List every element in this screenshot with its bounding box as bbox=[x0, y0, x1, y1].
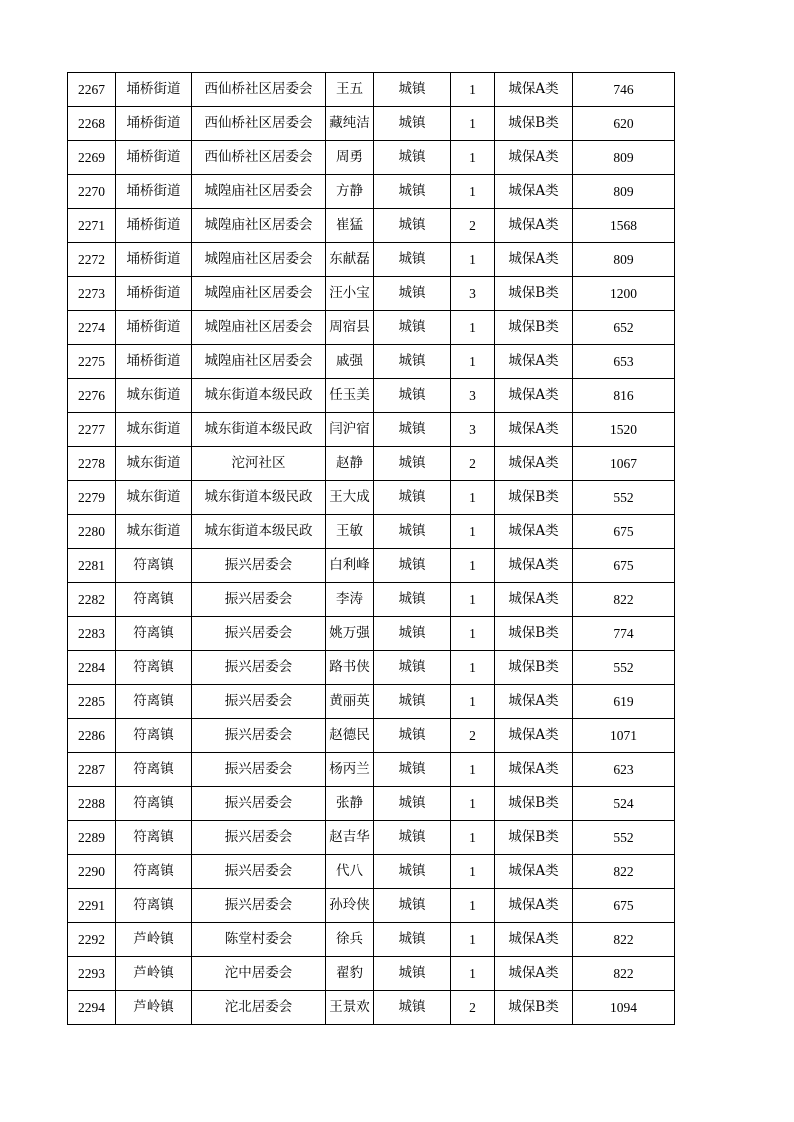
table-row bbox=[68, 107, 675, 141]
community-cell: 城东街道本级民政 bbox=[192, 481, 326, 515]
household-count-cell: 1 bbox=[451, 787, 495, 821]
row-number: 2271 bbox=[68, 209, 116, 243]
table-row bbox=[68, 787, 675, 821]
table-row bbox=[68, 209, 675, 243]
type-cell: 城镇 bbox=[374, 787, 451, 821]
street-cell: 符离镇 bbox=[116, 617, 192, 651]
household-count-cell: 1 bbox=[451, 515, 495, 549]
street-cell: 符离镇 bbox=[116, 855, 192, 889]
category-cell: 城保B类 bbox=[495, 277, 573, 311]
type-cell: 城镇 bbox=[374, 515, 451, 549]
household-count-cell: 1 bbox=[451, 243, 495, 277]
table-row bbox=[68, 311, 675, 345]
type-cell: 城镇 bbox=[374, 209, 451, 243]
type-cell: 城镇 bbox=[374, 719, 451, 753]
street-cell: 埇桥街道 bbox=[116, 175, 192, 209]
row-number: 2290 bbox=[68, 855, 116, 889]
street-cell: 芦岭镇 bbox=[116, 957, 192, 991]
table-row bbox=[68, 447, 675, 481]
household-count-cell: 3 bbox=[451, 413, 495, 447]
type-cell: 城镇 bbox=[374, 243, 451, 277]
household-count-cell: 1 bbox=[451, 889, 495, 923]
category-cell: 城保A类 bbox=[495, 855, 573, 889]
amount-cell: 653 bbox=[573, 345, 675, 379]
row-number: 2275 bbox=[68, 345, 116, 379]
category-cell: 城保A类 bbox=[495, 957, 573, 991]
type-cell: 城镇 bbox=[374, 753, 451, 787]
table-row bbox=[68, 753, 675, 787]
amount-cell: 675 bbox=[573, 549, 675, 583]
community-cell: 振兴居委会 bbox=[192, 787, 326, 821]
type-cell: 城镇 bbox=[374, 107, 451, 141]
roster-table bbox=[67, 72, 675, 1025]
category-cell: 城保A类 bbox=[495, 345, 573, 379]
category-cell: 城保A类 bbox=[495, 73, 573, 107]
amount-cell: 822 bbox=[573, 855, 675, 889]
household-count-cell: 3 bbox=[451, 379, 495, 413]
row-number: 2282 bbox=[68, 583, 116, 617]
table-row bbox=[68, 73, 675, 107]
amount-cell: 774 bbox=[573, 617, 675, 651]
type-cell: 城镇 bbox=[374, 583, 451, 617]
row-number: 2269 bbox=[68, 141, 116, 175]
street-cell: 埇桥街道 bbox=[116, 107, 192, 141]
community-cell: 振兴居委会 bbox=[192, 889, 326, 923]
community-cell: 振兴居委会 bbox=[192, 855, 326, 889]
street-cell: 符离镇 bbox=[116, 685, 192, 719]
household-count-cell: 1 bbox=[451, 957, 495, 991]
row-number: 2279 bbox=[68, 481, 116, 515]
category-cell: 城保A类 bbox=[495, 209, 573, 243]
amount-cell: 746 bbox=[573, 73, 675, 107]
street-cell: 埇桥街道 bbox=[116, 243, 192, 277]
community-cell: 振兴居委会 bbox=[192, 753, 326, 787]
name-cell: 任玉美 bbox=[326, 379, 374, 413]
category-cell: 城保B类 bbox=[495, 311, 573, 345]
community-cell: 振兴居委会 bbox=[192, 549, 326, 583]
table-row bbox=[68, 991, 675, 1025]
row-number: 2278 bbox=[68, 447, 116, 481]
name-cell: 汪小宝 bbox=[326, 277, 374, 311]
row-number: 2294 bbox=[68, 991, 116, 1025]
row-number: 2281 bbox=[68, 549, 116, 583]
community-cell: 西仙桥社区居委会 bbox=[192, 73, 326, 107]
type-cell: 城镇 bbox=[374, 991, 451, 1025]
table-row bbox=[68, 889, 675, 923]
street-cell: 符离镇 bbox=[116, 753, 192, 787]
name-cell: 王五 bbox=[326, 73, 374, 107]
community-cell: 西仙桥社区居委会 bbox=[192, 141, 326, 175]
category-cell: 城保A类 bbox=[495, 889, 573, 923]
amount-cell: 552 bbox=[573, 481, 675, 515]
community-cell: 城东街道本级民政 bbox=[192, 413, 326, 447]
street-cell: 埇桥街道 bbox=[116, 345, 192, 379]
household-count-cell: 2 bbox=[451, 719, 495, 753]
community-cell: 沱中居委会 bbox=[192, 957, 326, 991]
table-row bbox=[68, 141, 675, 175]
category-cell: 城保B类 bbox=[495, 991, 573, 1025]
household-count-cell: 1 bbox=[451, 175, 495, 209]
type-cell: 城镇 bbox=[374, 481, 451, 515]
type-cell: 城镇 bbox=[374, 651, 451, 685]
name-cell: 翟豹 bbox=[326, 957, 374, 991]
row-number: 2284 bbox=[68, 651, 116, 685]
amount-cell: 809 bbox=[573, 141, 675, 175]
household-count-cell: 1 bbox=[451, 685, 495, 719]
street-cell: 城东街道 bbox=[116, 481, 192, 515]
street-cell: 城东街道 bbox=[116, 413, 192, 447]
name-cell: 方静 bbox=[326, 175, 374, 209]
table-row bbox=[68, 345, 675, 379]
street-cell: 芦岭镇 bbox=[116, 923, 192, 957]
table-row bbox=[68, 515, 675, 549]
name-cell: 张静 bbox=[326, 787, 374, 821]
community-cell: 城隍庙社区居委会 bbox=[192, 209, 326, 243]
table-row bbox=[68, 923, 675, 957]
type-cell: 城镇 bbox=[374, 923, 451, 957]
table-row bbox=[68, 617, 675, 651]
community-cell: 城隍庙社区居委会 bbox=[192, 345, 326, 379]
row-number: 2293 bbox=[68, 957, 116, 991]
type-cell: 城镇 bbox=[374, 413, 451, 447]
type-cell: 城镇 bbox=[374, 549, 451, 583]
category-cell: 城保B类 bbox=[495, 107, 573, 141]
name-cell: 王敏 bbox=[326, 515, 374, 549]
category-cell: 城保B类 bbox=[495, 617, 573, 651]
amount-cell: 809 bbox=[573, 175, 675, 209]
name-cell: 姚万强 bbox=[326, 617, 374, 651]
amount-cell: 524 bbox=[573, 787, 675, 821]
household-count-cell: 1 bbox=[451, 549, 495, 583]
street-cell: 符离镇 bbox=[116, 549, 192, 583]
table-row bbox=[68, 481, 675, 515]
category-cell: 城保A类 bbox=[495, 175, 573, 209]
household-count-cell: 3 bbox=[451, 277, 495, 311]
row-number: 2286 bbox=[68, 719, 116, 753]
amount-cell: 822 bbox=[573, 923, 675, 957]
category-cell: 城保B类 bbox=[495, 787, 573, 821]
household-count-cell: 2 bbox=[451, 209, 495, 243]
category-cell: 城保B类 bbox=[495, 651, 573, 685]
amount-cell: 822 bbox=[573, 583, 675, 617]
category-cell: 城保A类 bbox=[495, 719, 573, 753]
street-cell: 埇桥街道 bbox=[116, 141, 192, 175]
row-number: 2292 bbox=[68, 923, 116, 957]
category-cell: 城保B类 bbox=[495, 481, 573, 515]
type-cell: 城镇 bbox=[374, 889, 451, 923]
amount-cell: 1094 bbox=[573, 991, 675, 1025]
name-cell: 王大成 bbox=[326, 481, 374, 515]
household-count-cell: 1 bbox=[451, 107, 495, 141]
table-row bbox=[68, 685, 675, 719]
category-cell: 城保B类 bbox=[495, 821, 573, 855]
category-cell: 城保A类 bbox=[495, 685, 573, 719]
category-cell: 城保A类 bbox=[495, 141, 573, 175]
community-cell: 振兴居委会 bbox=[192, 583, 326, 617]
household-count-cell: 1 bbox=[451, 617, 495, 651]
household-count-cell: 1 bbox=[451, 311, 495, 345]
community-cell: 振兴居委会 bbox=[192, 719, 326, 753]
amount-cell: 1067 bbox=[573, 447, 675, 481]
street-cell: 符离镇 bbox=[116, 719, 192, 753]
row-number: 2273 bbox=[68, 277, 116, 311]
name-cell: 路书侠 bbox=[326, 651, 374, 685]
type-cell: 城镇 bbox=[374, 821, 451, 855]
name-cell: 戚强 bbox=[326, 345, 374, 379]
household-count-cell: 1 bbox=[451, 651, 495, 685]
name-cell: 崔猛 bbox=[326, 209, 374, 243]
name-cell: 孙玲侠 bbox=[326, 889, 374, 923]
household-count-cell: 1 bbox=[451, 821, 495, 855]
name-cell: 藏纯洁 bbox=[326, 107, 374, 141]
type-cell: 城镇 bbox=[374, 345, 451, 379]
roster-body bbox=[68, 73, 675, 1025]
street-cell: 埇桥街道 bbox=[116, 73, 192, 107]
row-number: 2272 bbox=[68, 243, 116, 277]
category-cell: 城保A类 bbox=[495, 583, 573, 617]
household-count-cell: 2 bbox=[451, 991, 495, 1025]
row-number: 2285 bbox=[68, 685, 116, 719]
name-cell: 周宿县 bbox=[326, 311, 374, 345]
row-number: 2280 bbox=[68, 515, 116, 549]
table-row bbox=[68, 583, 675, 617]
household-count-cell: 1 bbox=[451, 923, 495, 957]
row-number: 2291 bbox=[68, 889, 116, 923]
table-row bbox=[68, 719, 675, 753]
name-cell: 赵德民 bbox=[326, 719, 374, 753]
table-row bbox=[68, 277, 675, 311]
amount-cell: 822 bbox=[573, 957, 675, 991]
household-count-cell: 1 bbox=[451, 753, 495, 787]
name-cell: 赵静 bbox=[326, 447, 374, 481]
table-row bbox=[68, 821, 675, 855]
amount-cell: 675 bbox=[573, 889, 675, 923]
row-number: 2276 bbox=[68, 379, 116, 413]
type-cell: 城镇 bbox=[374, 141, 451, 175]
street-cell: 埇桥街道 bbox=[116, 311, 192, 345]
name-cell: 代八 bbox=[326, 855, 374, 889]
household-count-cell: 1 bbox=[451, 345, 495, 379]
row-number: 2287 bbox=[68, 753, 116, 787]
community-cell: 城隍庙社区居委会 bbox=[192, 243, 326, 277]
community-cell: 城隍庙社区居委会 bbox=[192, 175, 326, 209]
street-cell: 城东街道 bbox=[116, 379, 192, 413]
name-cell: 徐兵 bbox=[326, 923, 374, 957]
amount-cell: 619 bbox=[573, 685, 675, 719]
name-cell: 赵吉华 bbox=[326, 821, 374, 855]
row-number: 2268 bbox=[68, 107, 116, 141]
type-cell: 城镇 bbox=[374, 277, 451, 311]
table-row bbox=[68, 379, 675, 413]
street-cell: 符离镇 bbox=[116, 651, 192, 685]
street-cell: 城东街道 bbox=[116, 515, 192, 549]
street-cell: 符离镇 bbox=[116, 889, 192, 923]
type-cell: 城镇 bbox=[374, 175, 451, 209]
community-cell: 城东街道本级民政 bbox=[192, 515, 326, 549]
community-cell: 城东街道本级民政 bbox=[192, 379, 326, 413]
table-row bbox=[68, 175, 675, 209]
name-cell: 周勇 bbox=[326, 141, 374, 175]
type-cell: 城镇 bbox=[374, 617, 451, 651]
amount-cell: 816 bbox=[573, 379, 675, 413]
street-cell: 城东街道 bbox=[116, 447, 192, 481]
type-cell: 城镇 bbox=[374, 685, 451, 719]
category-cell: 城保A类 bbox=[495, 447, 573, 481]
row-number: 2289 bbox=[68, 821, 116, 855]
street-cell: 符离镇 bbox=[116, 583, 192, 617]
row-number: 2288 bbox=[68, 787, 116, 821]
row-number: 2274 bbox=[68, 311, 116, 345]
street-cell: 符离镇 bbox=[116, 787, 192, 821]
name-cell: 杨丙兰 bbox=[326, 753, 374, 787]
type-cell: 城镇 bbox=[374, 379, 451, 413]
category-cell: 城保A类 bbox=[495, 515, 573, 549]
row-number: 2277 bbox=[68, 413, 116, 447]
household-count-cell: 1 bbox=[451, 141, 495, 175]
table-row bbox=[68, 243, 675, 277]
community-cell: 沱河社区 bbox=[192, 447, 326, 481]
category-cell: 城保A类 bbox=[495, 549, 573, 583]
row-number: 2267 bbox=[68, 73, 116, 107]
community-cell: 陈堂村委会 bbox=[192, 923, 326, 957]
type-cell: 城镇 bbox=[374, 73, 451, 107]
table-row bbox=[68, 413, 675, 447]
street-cell: 埇桥街道 bbox=[116, 209, 192, 243]
household-count-cell: 2 bbox=[451, 447, 495, 481]
table-row bbox=[68, 957, 675, 991]
community-cell: 沱北居委会 bbox=[192, 991, 326, 1025]
street-cell: 符离镇 bbox=[116, 821, 192, 855]
amount-cell: 652 bbox=[573, 311, 675, 345]
community-cell: 西仙桥社区居委会 bbox=[192, 107, 326, 141]
category-cell: 城保A类 bbox=[495, 753, 573, 787]
table-row bbox=[68, 651, 675, 685]
community-cell: 振兴居委会 bbox=[192, 617, 326, 651]
type-cell: 城镇 bbox=[374, 855, 451, 889]
name-cell: 白利峰 bbox=[326, 549, 374, 583]
type-cell: 城镇 bbox=[374, 447, 451, 481]
household-count-cell: 1 bbox=[451, 481, 495, 515]
amount-cell: 1520 bbox=[573, 413, 675, 447]
table-row bbox=[68, 855, 675, 889]
category-cell: 城保A类 bbox=[495, 379, 573, 413]
table-row bbox=[68, 549, 675, 583]
community-cell: 振兴居委会 bbox=[192, 685, 326, 719]
row-number: 2270 bbox=[68, 175, 116, 209]
community-cell: 振兴居委会 bbox=[192, 821, 326, 855]
name-cell: 闫沪宿 bbox=[326, 413, 374, 447]
street-cell: 芦岭镇 bbox=[116, 991, 192, 1025]
type-cell: 城镇 bbox=[374, 957, 451, 991]
name-cell: 李涛 bbox=[326, 583, 374, 617]
household-count-cell: 1 bbox=[451, 855, 495, 889]
amount-cell: 620 bbox=[573, 107, 675, 141]
amount-cell: 809 bbox=[573, 243, 675, 277]
name-cell: 黄丽英 bbox=[326, 685, 374, 719]
amount-cell: 1568 bbox=[573, 209, 675, 243]
row-number: 2283 bbox=[68, 617, 116, 651]
amount-cell: 1071 bbox=[573, 719, 675, 753]
household-count-cell: 1 bbox=[451, 583, 495, 617]
community-cell: 城隍庙社区居委会 bbox=[192, 277, 326, 311]
street-cell: 埇桥街道 bbox=[116, 277, 192, 311]
name-cell: 王景欢 bbox=[326, 991, 374, 1025]
amount-cell: 552 bbox=[573, 651, 675, 685]
community-cell: 城隍庙社区居委会 bbox=[192, 311, 326, 345]
household-count-cell: 1 bbox=[451, 73, 495, 107]
category-cell: 城保A类 bbox=[495, 923, 573, 957]
community-cell: 振兴居委会 bbox=[192, 651, 326, 685]
category-cell: 城保A类 bbox=[495, 413, 573, 447]
type-cell: 城镇 bbox=[374, 311, 451, 345]
name-cell: 东献磊 bbox=[326, 243, 374, 277]
amount-cell: 552 bbox=[573, 821, 675, 855]
amount-cell: 1200 bbox=[573, 277, 675, 311]
category-cell: 城保A类 bbox=[495, 243, 573, 277]
amount-cell: 623 bbox=[573, 753, 675, 787]
amount-cell: 675 bbox=[573, 515, 675, 549]
